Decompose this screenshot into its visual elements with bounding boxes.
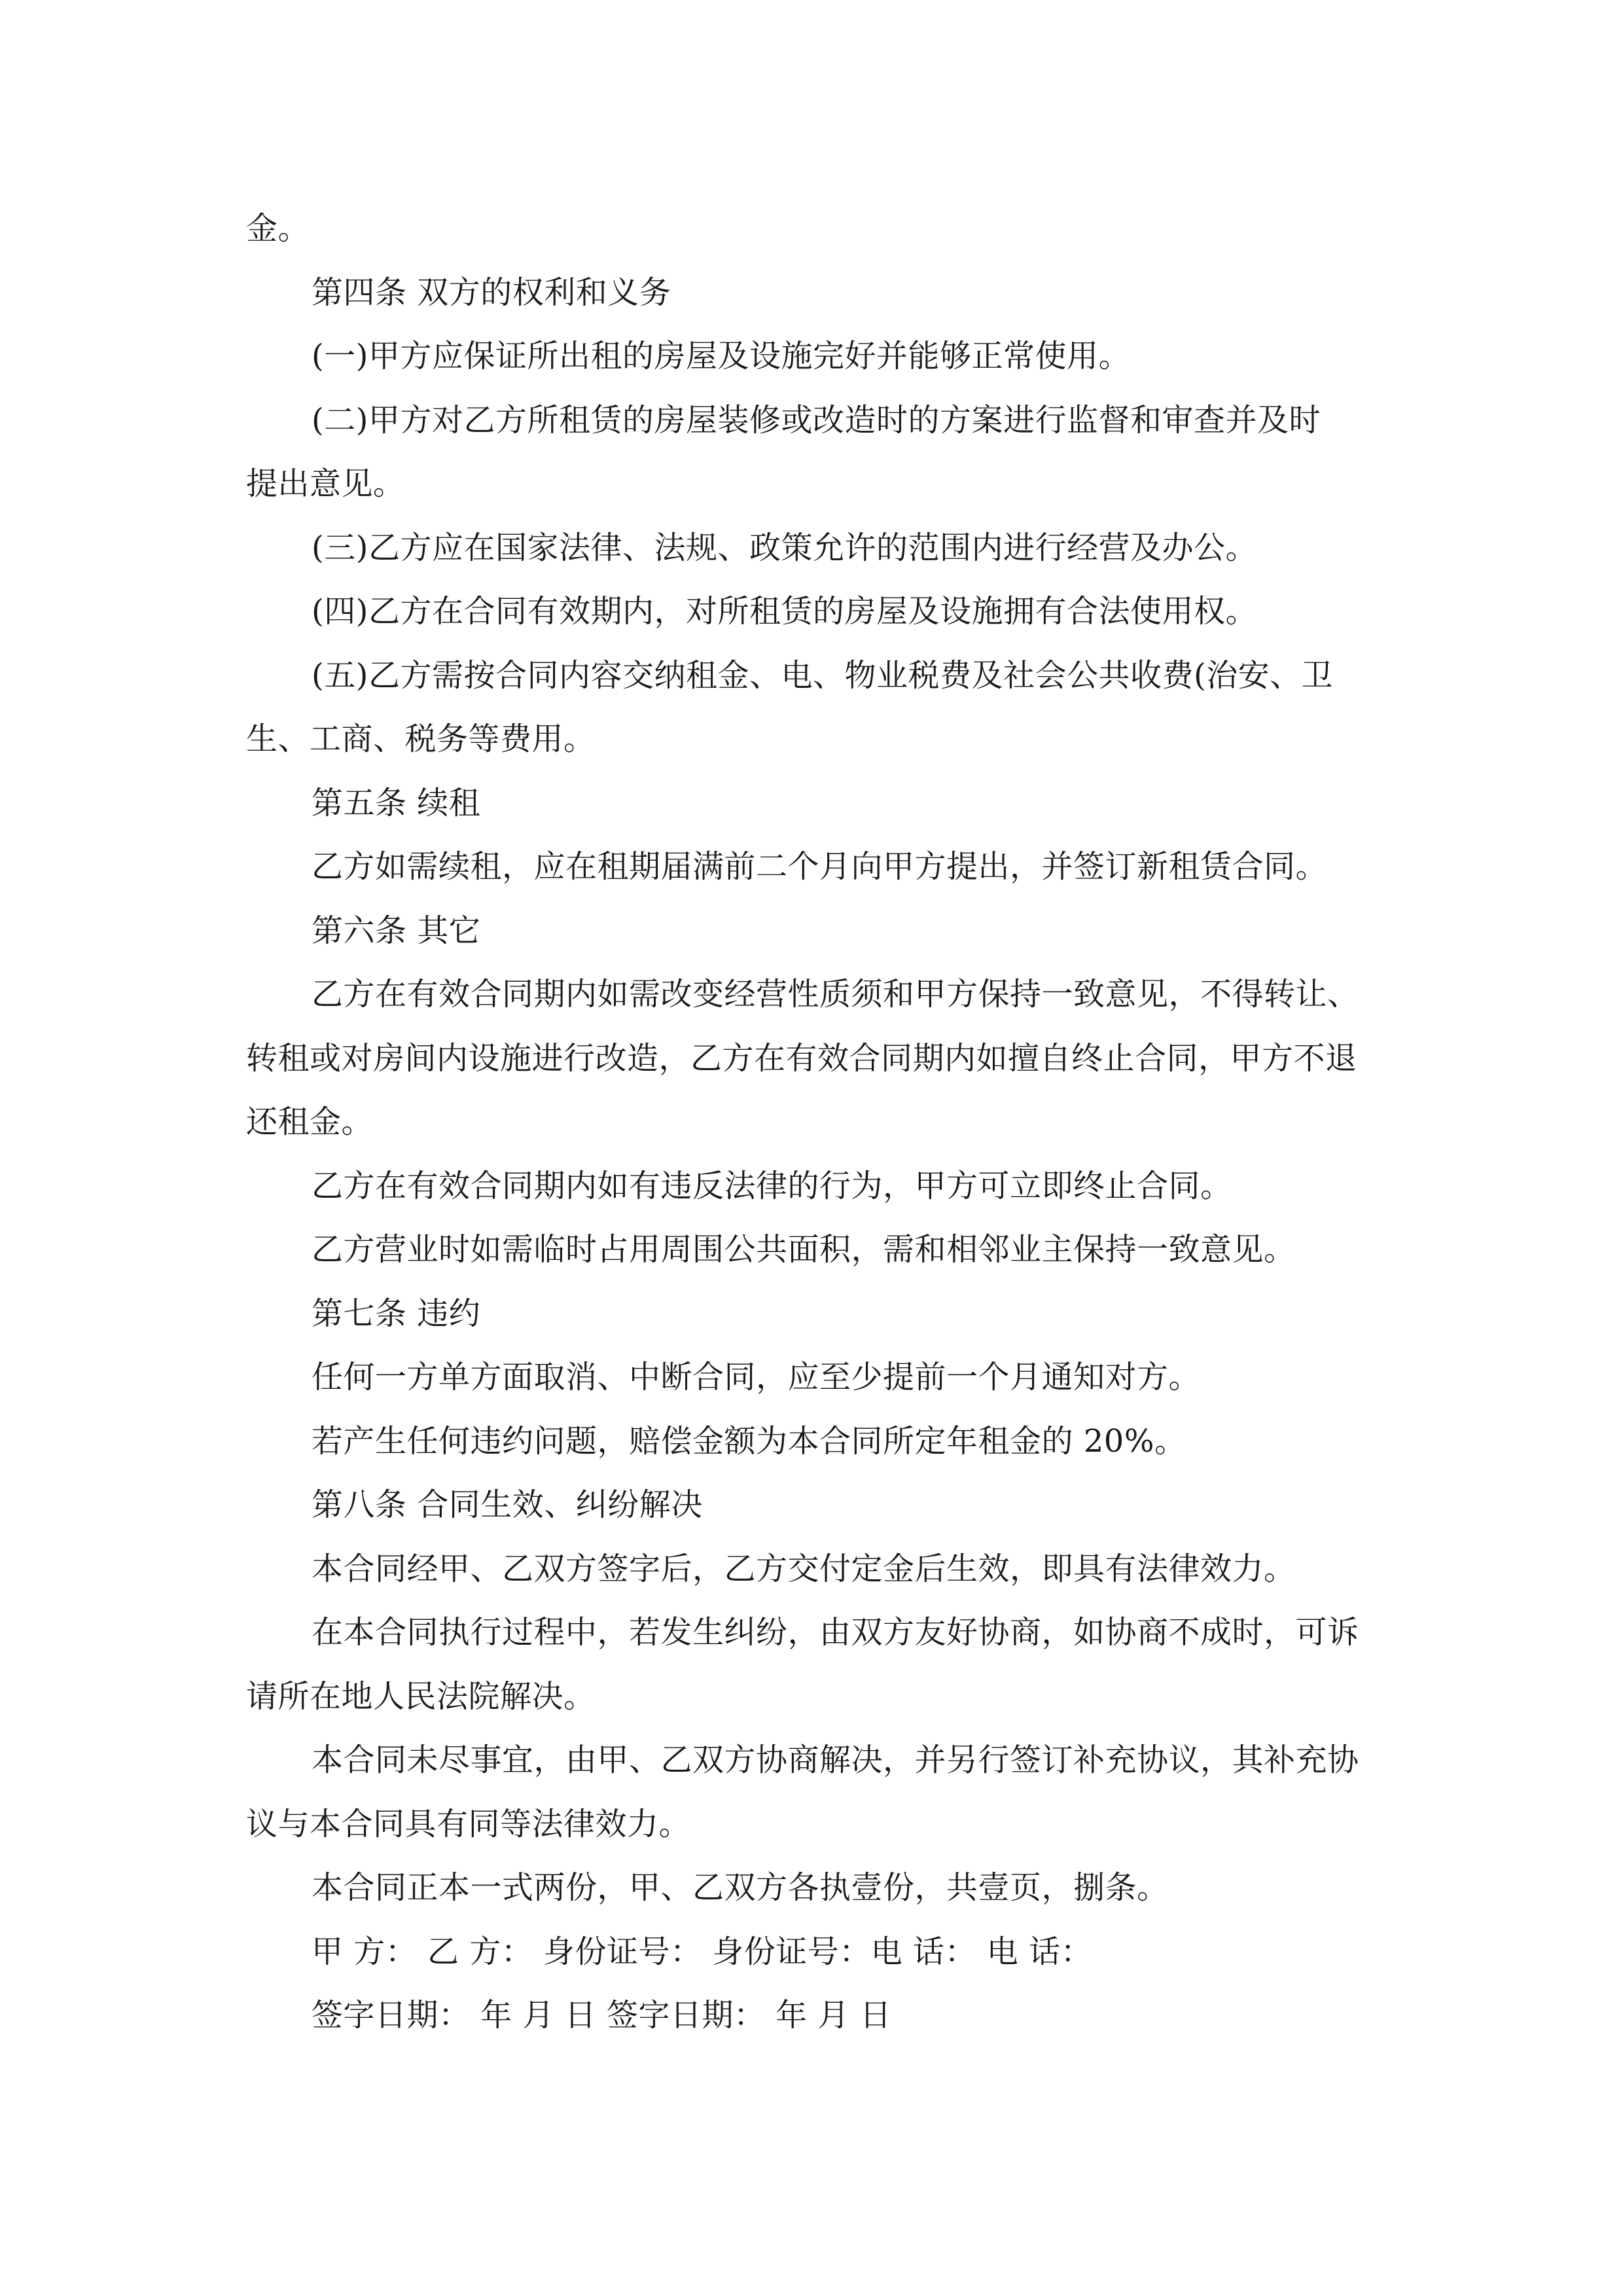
text-line: 第七条 违约 [312,1295,481,1332]
text-line: 本合同正本一式两份，甲、乙双方各执壹份，共壹页，捌条。 [312,1869,1169,1906]
text-line: 第四条 双方的权利和义务 [312,274,671,311]
contract-text-body [246,197,1385,2048]
text-line: 第六条 其它 [312,912,481,949]
text-line: 转租或对房间内设施进行改造，乙方在有效合同期内如擅自终止合同，甲方不退 [246,1039,1357,1077]
text-line: 乙方如需续租，应在租期届满前二个月向甲方提出，并签订新租赁合同。 [312,848,1328,885]
text-line: (三)乙方应在国家法律、法规、政策允许的范围内进行经营及办公。 [312,529,1257,566]
text-line: 甲 方： 乙 方： 身份证号： 身份证号：电 话： 电 话： [312,1933,1093,1970]
text-line: (一)甲方应保证所出租的房屋及设施完好并能够正常使用。 [312,338,1130,374]
text-line: 第八条 合同生效、纠纷解决 [312,1486,703,1523]
text-line: 在本合同执行过程中，若发生纠纷，由双方友好协商，如协商不成时，可诉 [312,1614,1359,1651]
text-line: 生、工商、税务等费用。 [246,721,596,757]
text-line: 第五条 续租 [312,784,481,821]
text-line: 乙方营业时如需临时占用周围公共面积，需和相邻业主保持一致意见。 [312,1231,1296,1268]
text-line: (二)甲方对乙方所租赁的房屋装修或改造时的方案进行监督和审查并及时 [312,401,1321,439]
text-line: 乙方在有效合同期内如需改变经营性质须和甲方保持一致意见，不得转让、 [312,976,1359,1013]
text-line: 还租金。 [246,1103,374,1140]
text-line: 请所在地人民法院解决。 [246,1677,596,1715]
text-line: 签字日期： 年 月 日 签字日期： 年 月 日 [312,1997,892,2034]
text-line: 本合同经甲、乙双方签字后，乙方交付定金后生效，即具有法律效力。 [312,1550,1296,1587]
text-line: 若产生任何违约问题，赔偿金额为本合同所定年租金的 20%。 [312,1422,1186,1460]
text-line: (四)乙方在合同有效期内，对所租赁的房屋及设施拥有合法使用权。 [312,593,1257,630]
text-line: 任何一方单方面取消、中断合同，应至少提前一个月通知对方。 [312,1359,1201,1395]
text-line: 本合同未尽事宜，由甲、乙双方协商解决，并另行签订补充协议，其补充协 [312,1742,1359,1778]
text-line: 提出意见。 [246,465,405,502]
text-line: 金。 [246,210,310,247]
text-line: 议与本合同具有同等法律效力。 [246,1805,691,1842]
text-line: 乙方在有效合同期内如有违反法律的行为，甲方可立即终止合同。 [312,1167,1232,1204]
text-line: (五)乙方需按合同内容交纳租金、电、物业税费及社会公共收费(治安、卫 [312,656,1334,694]
